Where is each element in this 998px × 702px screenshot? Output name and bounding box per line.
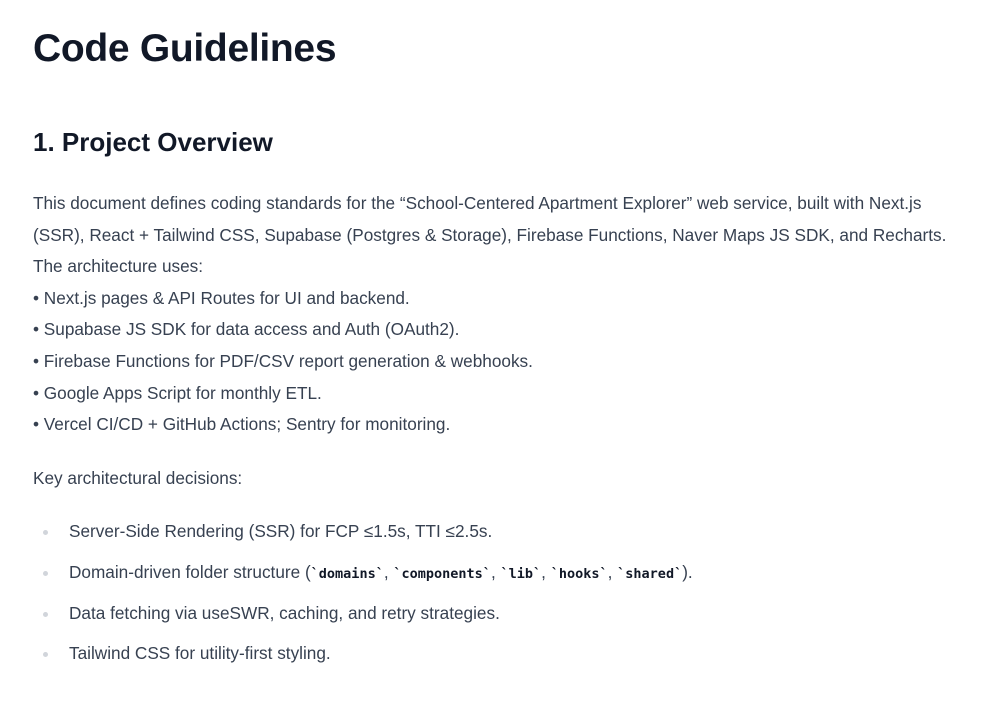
list-item [33, 557, 973, 598]
list-item [33, 598, 973, 639]
inline-code: `lib` [500, 565, 542, 582]
decisions-list [33, 516, 973, 679]
list-item-text: Data fetching via useSWR, caching, and retry strategies. [69, 602, 500, 623]
intro-bullet-line: • Supabase JS SDK for data access and Auth (OAuth2). [33, 319, 460, 340]
inline-code: `shared` [617, 565, 683, 582]
intro-bullet-line: • Vercel CI/CD + GitHub Actions; Sentry for monitoring. [33, 414, 451, 435]
bullet-dot-icon [43, 652, 48, 657]
intro-line: This document defines coding standards for the “School-Centered Apartment Explorer” web service, built with Next.js [33, 193, 922, 213]
bullet-dot-icon [43, 612, 48, 617]
intro-bullet-line: • Firebase Functions for PDF/CSV report generation & webhooks. [33, 350, 533, 371]
inline-code: `hooks` [550, 565, 608, 582]
intro-line: The architecture uses: [33, 256, 204, 277]
intro-bullet-line: • Next.js pages & API Routes for UI and backend. [33, 287, 410, 308]
list-item-text: Tailwind CSS for utility-first styling. [69, 643, 331, 664]
inline-code: `components` [393, 565, 491, 582]
bullet-dot-icon [43, 530, 48, 535]
list-item [33, 638, 973, 679]
intro-paragraph [33, 188, 993, 441]
list-item-text: Server-Side Rendering (SSR) for FCP ≤1.5s, TTI ≤2.5s. [69, 521, 493, 541]
bullet-dot-icon [43, 571, 48, 576]
code-separator: , [490, 561, 501, 582]
code-separator: , [607, 561, 618, 582]
list-item-text-prefix: Domain-driven folder structure ( [69, 561, 311, 582]
intro-bullet-line: • Google Apps Script for monthly ETL. [33, 382, 322, 403]
list-item [33, 516, 973, 557]
code-separator: , [383, 561, 394, 582]
code-separator: , [541, 561, 551, 582]
page-title: Code Guidelines [33, 27, 337, 70]
list-item-text-suffix: ). [682, 561, 693, 582]
key-decisions-label: Key architectural decisions: [33, 468, 243, 488]
inline-code: `domains` [310, 565, 384, 582]
intro-line: (SSR), React + Tailwind CSS, Supabase (Postgres & Storage), Firebase Functions, Naver Maps JS SDK, and Recharts. [33, 224, 947, 245]
section-heading: 1. Project Overview [33, 127, 273, 157]
